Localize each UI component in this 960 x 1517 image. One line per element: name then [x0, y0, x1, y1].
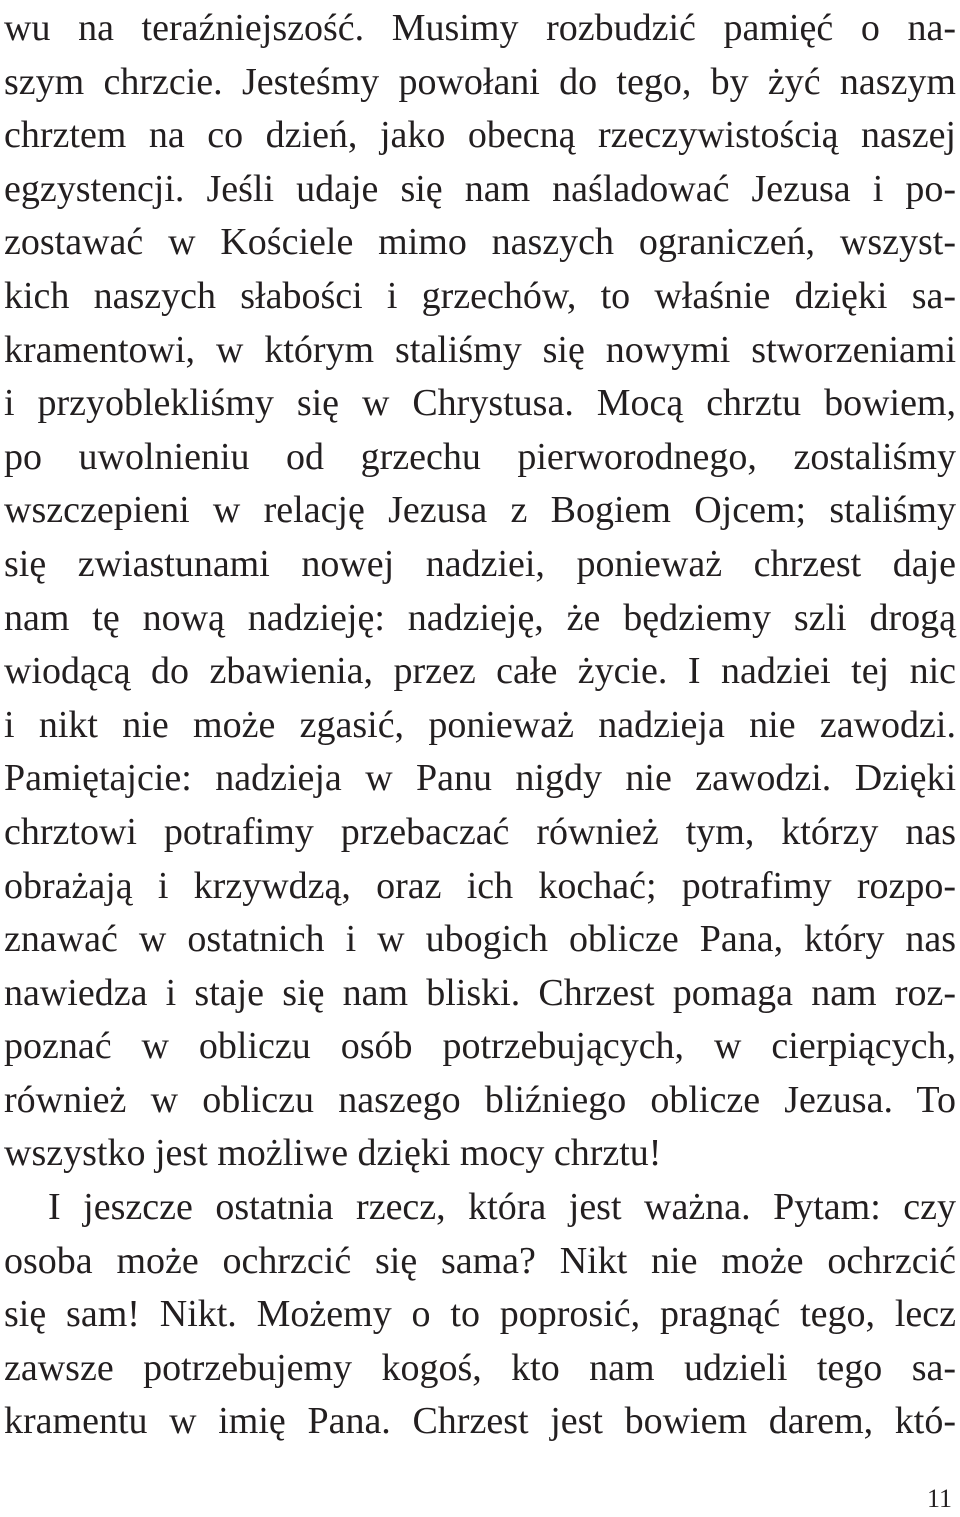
text-line: kich naszych słabości i grzechów, to właśnie dzięki sa-	[4, 274, 956, 317]
paragraph-end-line: wszystko jest możliwe dzięki mocy chrztu!	[4, 1132, 662, 1175]
text-line: się zwiastunami nowej nadziei, ponieważ chrzest daje	[4, 542, 956, 585]
text-line: wiodącą do zbawienia, przez całe życie. I nadziei tej nic	[4, 650, 956, 693]
page-number: 11	[926, 1484, 952, 1513]
text-line: kramentu w imię Pana. Chrzest jest bowiem darem, któ-	[4, 1400, 956, 1443]
text-line: kramentowi, w którym staliśmy się nowymi stworzeniami	[4, 328, 956, 371]
text-line: nawiedza i staje się nam bliski. Chrzest pomaga nam roz-	[4, 971, 956, 1014]
text-line: szym chrzcie. Jesteśmy powołani do tego, by żyć naszym	[4, 60, 956, 103]
text-line: również w obliczu naszego bliźniego oblicze Jezusa. To	[4, 1078, 956, 1121]
body-text	[4, 2, 956, 1449]
text-line: i przyoblekliśmy się w Chrystusa. Mocą chrztu bowiem,	[4, 382, 956, 425]
text-line: znawać w ostatnich i w ubogich oblicze Pana, który nas	[4, 918, 956, 961]
text-line: chrztowi potrafimy przebaczać również tym, którzy nas	[4, 810, 956, 853]
text-line: poznać w obliczu osób potrzebujących, w cierpiących,	[4, 1025, 956, 1068]
text-line: wu na teraźniejszość. Musimy rozbudzić pamięć o na-	[4, 7, 956, 49]
text-line: i nikt nie może zgasić, ponieważ nadzieja nie zawodzi.	[4, 703, 956, 746]
text-line: zawsze potrzebujemy kogoś, kto nam udzieli tego sa-	[4, 1346, 956, 1389]
text-line: wszczepieni w relację Jezusa z Bogiem Ojcem; staliśmy	[4, 489, 956, 532]
text-line: chrztem na co dzień, jako obecną rzeczywistością naszej	[4, 114, 956, 157]
text-line: po uwolnieniu od grzechu pierworodnego, zostaliśmy	[4, 435, 956, 478]
text-line: egzystencji. Jeśli udaje się nam naśladować Jezusa i po-	[4, 167, 956, 210]
text-line: się sam! Nikt. Możemy o to poprosić, pragnąć tego, lecz	[4, 1293, 956, 1336]
text-line: osoba może ochrzcić się sama? Nikt nie może ochrzcić	[4, 1239, 956, 1282]
text-line: Pamiętajcie: nadzieja w Panu nigdy nie zawodzi. Dzięki	[4, 757, 956, 800]
text-line: zostawać w Kościele mimo naszych ograniczeń, wszyst-	[4, 221, 956, 264]
text-line: nam tę nową nadzieję: nadzieję, że będziemy szli drogą	[4, 596, 956, 639]
paragraph-start-line: I jeszcze ostatnia rzecz, która jest ważna. Pytam: czy	[48, 1186, 956, 1229]
text-line: obrażają i krzywdzą, oraz ich kochać; potrafimy rozpo-	[4, 864, 956, 907]
